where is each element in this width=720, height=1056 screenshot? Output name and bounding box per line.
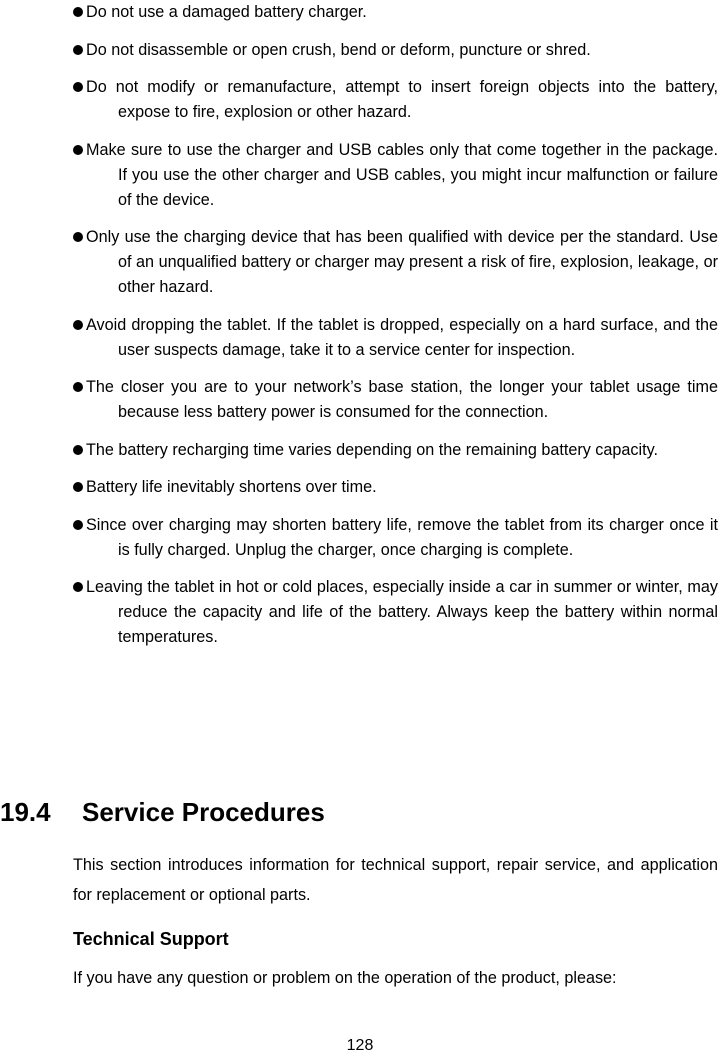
bullet-icon	[73, 320, 83, 330]
list-item	[73, 0, 718, 25]
list-item-text: The closer you are to your network’s base station, the longer your tablet usage time because less battery power is consumed for the connection.	[86, 378, 718, 421]
list-item	[73, 225, 718, 300]
list-item-text: The battery recharging time varies depending on the remaining battery capacity.	[86, 440, 658, 459]
bullet-icon	[73, 45, 83, 55]
section-number: 19.4	[0, 797, 51, 827]
bullet-icon	[73, 445, 83, 455]
section-title: Service Procedures	[82, 797, 325, 827]
list-item-text: Leaving the tablet in hot or cold places, especially inside a car in summer or winter, may reduce the capacity and life of the battery. Always keep the battery within normal temperatures.	[86, 578, 718, 646]
list-item	[73, 438, 718, 463]
page-number: 128	[346, 1037, 374, 1054]
list-item-text: Since over charging may shorten battery life, remove the tablet from its charger once it is fully charged. Unplug the charger, once charging is complete.	[86, 515, 718, 559]
section-intro: This section introduces information for technical support, repair service, and application for replacement or optional parts.	[73, 856, 718, 904]
list-item-text: Only use the charging device that has been qualified with device per the standard. Use of an unqualified battery or charger may present a risk of fire, explosion, leakage, or other hazard.	[86, 228, 718, 296]
battery-safety-list	[73, 0, 718, 663]
list-item	[73, 375, 718, 425]
list-item	[73, 575, 718, 650]
list-item	[73, 475, 718, 500]
list-item	[73, 513, 718, 563]
bullet-icon	[73, 145, 83, 155]
list-item-text: Battery life inevitably shortens over time.	[86, 478, 377, 496]
bullet-icon	[73, 520, 83, 530]
bullet-icon	[73, 232, 83, 242]
section-heading	[0, 794, 325, 830]
list-item-text: Avoid dropping the tablet. If the tablet is dropped, especially on a hard surface, and the user suspects damage, take it to a service center for inspection.	[86, 315, 718, 359]
bullet-icon	[73, 382, 83, 392]
bullet-icon	[73, 582, 83, 592]
list-item-text: Do not disassemble or open crush, bend or deform, puncture or shred.	[86, 40, 591, 59]
bullet-icon	[73, 482, 83, 492]
list-item	[73, 313, 718, 363]
bullet-icon	[73, 7, 83, 17]
technical-support-heading: Technical Support	[73, 929, 229, 949]
bullet-icon	[73, 82, 83, 92]
list-item	[73, 38, 718, 63]
list-item-text: Do not use a damaged battery charger.	[86, 3, 367, 21]
technical-support-text: If you have any question or problem on the operation of the product, please:	[73, 969, 617, 987]
list-item	[73, 138, 718, 213]
list-item	[73, 75, 718, 125]
list-item-text: Do not modify or remanufacture, attempt to insert foreign objects into the battery, expose to fire, explosion or other hazard.	[86, 78, 718, 121]
list-item-text: Make sure to use the charger and USB cables only that come together in the package. If you use the other charger and USB cables, you might incur malfunction or failure of the device.	[86, 140, 718, 209]
